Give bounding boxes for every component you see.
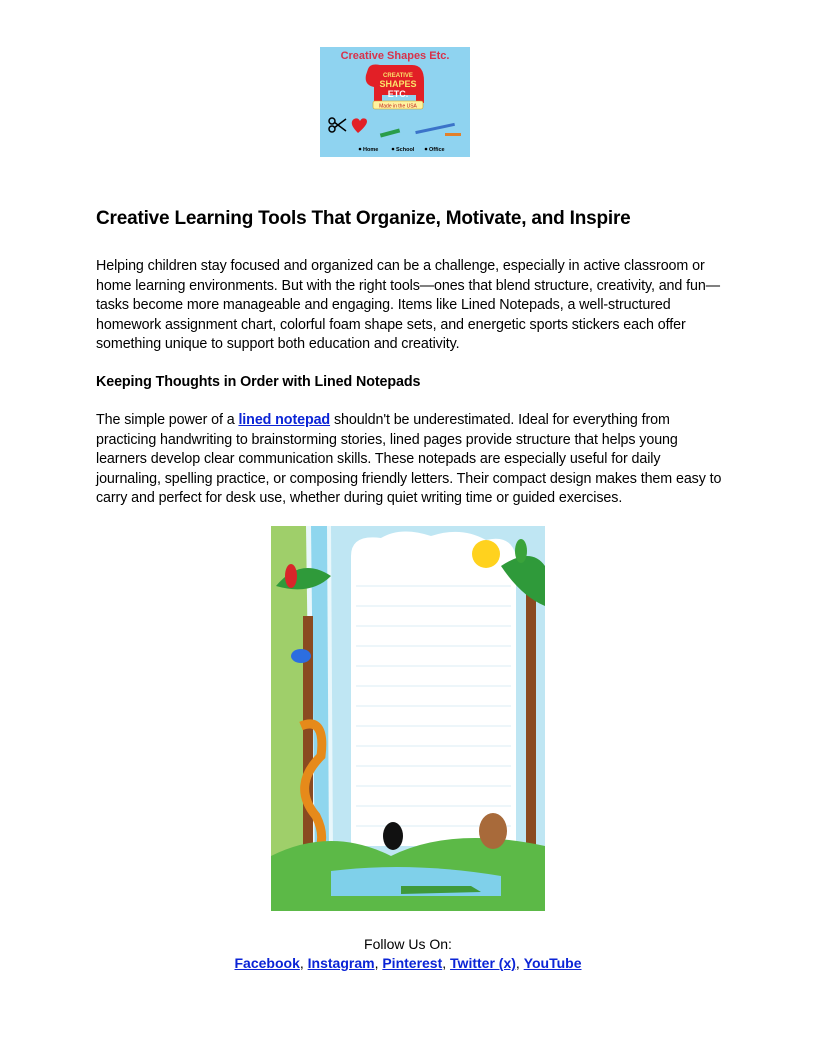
svg-text:CREATIVE: CREATIVE — [383, 73, 413, 79]
svg-text:Office: Office — [429, 147, 445, 153]
youtube-link[interactable]: YouTube — [523, 955, 582, 971]
svg-text:ETC.: ETC. — [387, 89, 409, 99]
social-links — [0, 955, 816, 971]
follow-us-label: Follow Us On: — [364, 936, 452, 952]
separator: , — [374, 955, 383, 971]
paragraph-text: The simple power of a — [96, 412, 239, 428]
svg-text:Made in the USA: Made in the USA — [379, 103, 417, 110]
jungle-notepad-image — [271, 526, 545, 911]
svg-text:Creative Shapes Etc.: Creative Shapes Etc. — [340, 50, 450, 62]
svg-text:SHAPES: SHAPES — [379, 79, 417, 89]
lined-notepad-link[interactable]: lined notepad — [238, 412, 331, 428]
separator: , — [515, 955, 524, 971]
pinterest-link[interactable]: Pinterest — [382, 955, 443, 971]
intro-paragraph: Helping children stay focused and organized can be a challenge, especially in active classroom or home learning environments. But with the right tools—ones that blend structure, creativity, and fun—tasks become more manageable and engaging. Items like Lined Notepads, a well-structured homework assignment chart, colorful foam shape sets, and energetic sports stickers each offer something unique to support both education and creativity. — [96, 258, 720, 353]
separator: , — [299, 955, 308, 971]
article-title: Creative Learning Tools That Organize, Motivate, and Inspire — [96, 208, 631, 229]
facebook-link[interactable]: Facebook — [234, 955, 300, 971]
twitter-link[interactable]: Twitter (x) — [450, 955, 516, 971]
separator: , — [442, 955, 451, 971]
creative-shapes-logo — [320, 47, 470, 157]
section-heading: Keeping Thoughts in Order with Lined Notepads — [96, 374, 421, 390]
notepad-paragraph — [96, 411, 726, 509]
instagram-link[interactable]: Instagram — [307, 955, 375, 971]
svg-text:School: School — [396, 147, 415, 153]
paragraph-text: shouldn't be underestimated. Ideal for everything from practicing handwriting to brainstorming stories, lined pages provide structure that helps young learners develop clear communication skills. These notepads are especially useful for daily journaling, spelling practice, or composing friendly letters. Their compact design makes them easy to carry and perfect for desk use, whether during quiet writing time or guided exercises. — [96, 412, 722, 507]
svg-text:Home: Home — [363, 147, 379, 153]
